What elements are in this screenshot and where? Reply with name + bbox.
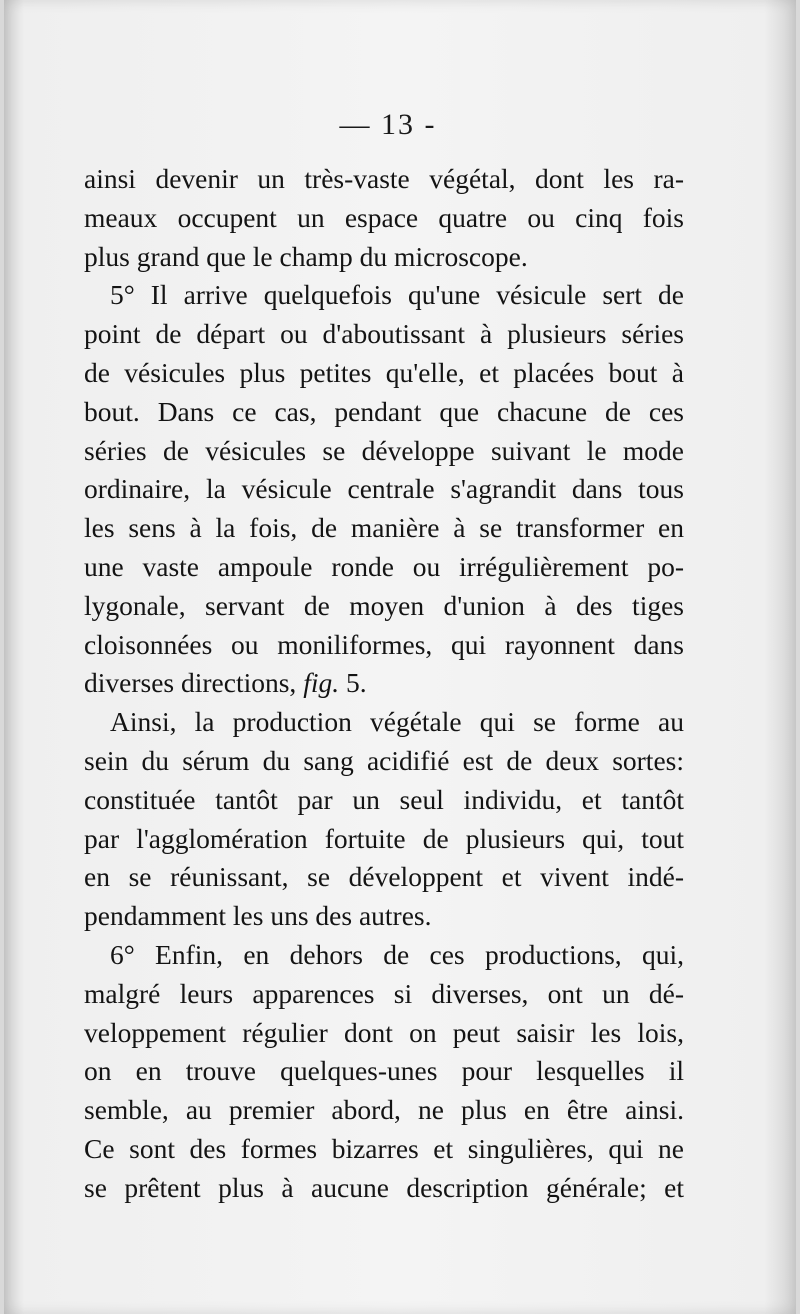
text-line: semble, au premier abord, ne plus en être ainsi. — [84, 1094, 684, 1126]
text-line: les sens à la fois, de manière à se transformer en — [84, 512, 684, 544]
body-text — [84, 160, 684, 1208]
text-line: 5° Il arrive quelquefois qu'une vésicule sert de — [110, 279, 684, 311]
text-line: veloppement régulier dont on peut saisir les lois, — [84, 1016, 684, 1048]
text-line: constituée tantôt par un seul individu, et tantôt — [84, 783, 684, 815]
book-page — [4, 0, 796, 1314]
text-line: meaux occupent un espace quatre ou cinq fois — [84, 201, 684, 233]
text-line: pendamment les uns des autres. — [84, 900, 432, 932]
text-line: par l'agglomération fortuite de plusieurs qui, tout — [84, 822, 684, 854]
text-line: une vaste ampoule ronde ou irrégulièrement po- — [84, 550, 684, 582]
text-line: 6° Enfin, en dehors de ces productions, qui, — [110, 938, 684, 970]
text-line: Ce sont des formes bizarres et singulières, qui ne — [84, 1132, 684, 1164]
text-line: on en trouve quelques-unes pour lesquelles il — [84, 1055, 684, 1087]
text-line: sein du sérum du sang acidifié est de deux sortes: — [84, 744, 684, 776]
text-line: malgré leurs apparences si diverses, ont un dé- — [84, 977, 684, 1009]
text-line: point de départ ou d'aboutissant à plusieurs séries — [84, 318, 684, 350]
text-line: séries de vésicules se développe suivant le mode — [84, 434, 684, 466]
text-line: ainsi devenir un très-vaste végétal, dont les ra- — [84, 163, 684, 194]
text-line: cloisonnées ou moniliformes, qui rayonnent dans — [84, 628, 684, 660]
text-line: bout. Dans ce cas, pendant que chacune de ces — [84, 395, 684, 427]
text-line: diverses directions, fig. 5. — [84, 667, 367, 699]
text-line: se prêtent plus à aucune description générale; et — [84, 1171, 684, 1203]
text-line: Ainsi, la production végétale qui se forme au — [110, 706, 684, 738]
text-line: plus grand que le champ du microscope. — [84, 240, 528, 272]
text-line: ordinaire, la vésicule centrale s'agrandit dans tous — [84, 473, 684, 505]
page-number: — 13 - — [339, 108, 437, 141]
text-line: de vésicules plus petites qu'elle, et placées bout à — [84, 356, 684, 388]
figure-reference: fig. — [303, 667, 340, 699]
text-line: en se réunissant, se développent et vivent indé- — [84, 861, 684, 893]
text-line: lygonale, servant de moyen d'union à des tiges — [84, 589, 684, 621]
